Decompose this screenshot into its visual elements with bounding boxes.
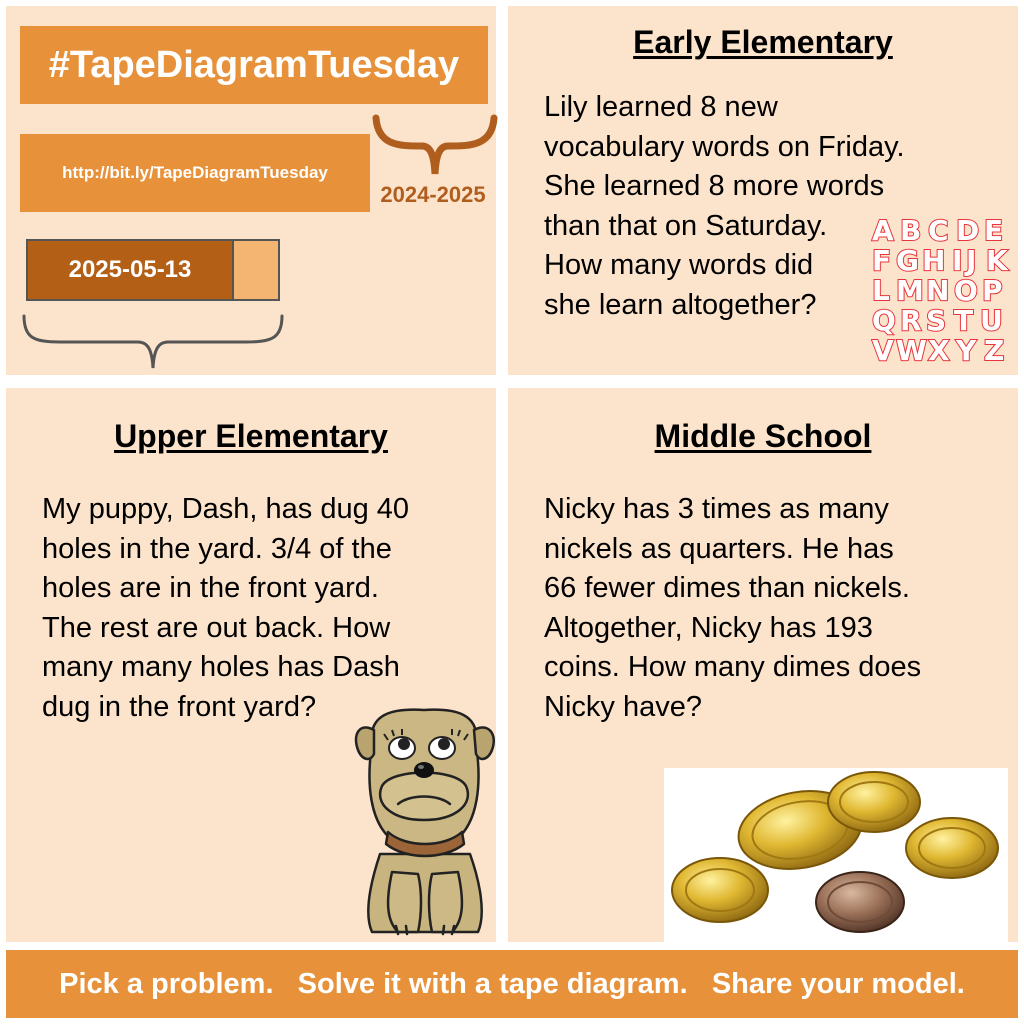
title-panel: [6, 6, 496, 375]
hashtag-title: #TapeDiagramTuesday: [20, 26, 488, 104]
letter: L: [872, 274, 890, 307]
letter: J: [966, 244, 977, 277]
problem-line: The rest are out back. How: [42, 611, 391, 644]
letter: Y: [956, 334, 977, 364]
letter: V: [872, 334, 894, 364]
letter: O: [954, 274, 978, 307]
problem-line: holes are in the front yard.: [42, 572, 379, 604]
problem-line: holes in the yard. 3/4 of the: [42, 532, 392, 565]
letter: P: [982, 274, 1003, 307]
letter: H: [922, 244, 946, 277]
letter: M: [896, 274, 924, 307]
problem-line: She learned 8 more words: [544, 170, 885, 202]
problem-line: 66 fewer dimes than nickels.: [544, 572, 910, 604]
letter: N: [926, 274, 950, 307]
year-brace-icon: [372, 112, 498, 180]
letter: E: [984, 214, 1004, 247]
upper-problem: [42, 490, 409, 727]
upper-elementary-panel: [6, 388, 496, 942]
problem-line: How many words did: [544, 249, 814, 281]
letter: I: [952, 244, 963, 277]
alphabet-letters-icon: [862, 212, 1012, 364]
early-problem: [544, 88, 905, 325]
tape-diagram: [26, 239, 280, 301]
school-year: 2024-2025: [380, 182, 486, 207]
url-link[interactable]: http://bit.ly/TapeDiagramTuesday: [20, 134, 370, 212]
problem-line: Nicky have?: [544, 690, 702, 723]
upper-heading: Upper Elementary: [114, 418, 388, 454]
letter: F: [872, 244, 892, 277]
tape-brace-icon: [20, 312, 286, 372]
letter: T: [954, 304, 974, 337]
letter: X: [928, 334, 950, 364]
letter: B: [900, 214, 922, 247]
letter: W: [896, 334, 927, 364]
problem-line: than that on Saturday.: [544, 209, 828, 242]
chocolate-coins-icon: [664, 768, 1008, 942]
problem-line: Lily learned 8 new: [544, 91, 778, 123]
tape-small-segment: [232, 241, 278, 299]
problem-line: coins. How many dimes does: [544, 651, 922, 683]
letter: Q: [872, 304, 896, 337]
letter: K: [986, 244, 1008, 277]
tape-date-segment: 2025-05-13: [28, 241, 232, 299]
footer-banner: Pick a problem. Solve it with a tape diagram. Share your model.: [6, 950, 1018, 1018]
problem-line: My puppy, Dash, has dug 40: [42, 493, 410, 525]
problem-line: many many holes has Dash: [42, 651, 400, 683]
letter: A: [872, 214, 894, 247]
letter: R: [900, 304, 922, 337]
problem-line: Altogether, Nicky has 193: [544, 611, 873, 644]
problem-line: vocabulary words on Friday.: [544, 130, 905, 163]
puppy-icon: [352, 704, 498, 940]
letter: Z: [984, 334, 1005, 364]
middle-problem: [544, 490, 921, 727]
letter: S: [926, 304, 947, 337]
problem-line: she learn altogether?: [544, 288, 817, 321]
letter: D: [956, 214, 980, 247]
coins-image: [664, 768, 1008, 942]
problem-line: nickels as quarters. He has: [544, 532, 894, 565]
middle-heading: Middle School: [654, 418, 872, 454]
letter: U: [980, 304, 1003, 337]
early-heading: Early Elementary: [633, 24, 893, 60]
letter: C: [928, 214, 949, 247]
problem-line: Nicky has 3 times as many: [544, 493, 889, 525]
letter: G: [896, 244, 919, 277]
problem-line: dug in the front yard?: [42, 690, 317, 723]
